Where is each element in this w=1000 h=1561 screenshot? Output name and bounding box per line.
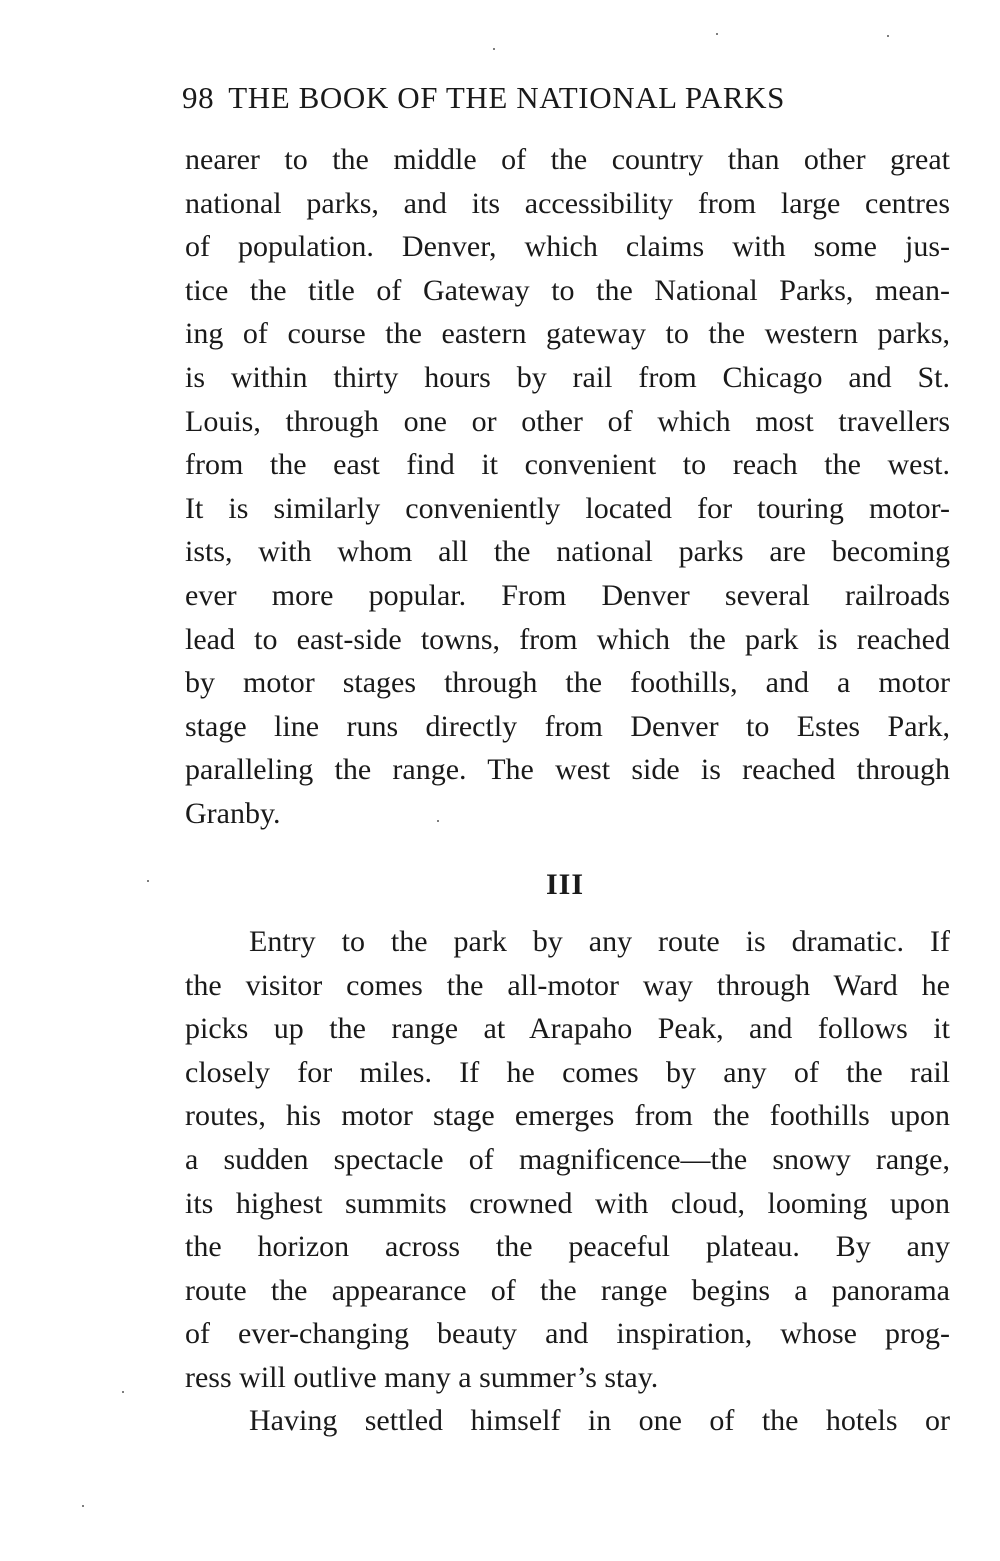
page-number: 98: [182, 80, 215, 115]
text-line: lead to east-side towns, from which the park is reached: [185, 622, 950, 656]
text-line: ress will outlive many a summer’s stay.: [185, 1360, 659, 1394]
text-line: nearer to the middle of the country than other great: [185, 143, 950, 176]
text-line: ever more popular. From Denver several railroads: [185, 578, 950, 612]
scan-speck: [493, 48, 495, 50]
scan-speck: [122, 1391, 124, 1393]
scan-speck: [437, 820, 439, 822]
text-line: the horizon across the peaceful plateau. By any: [185, 1230, 950, 1264]
text-line: route the appearance of the range begins a panorama: [185, 1273, 950, 1307]
text-line: its highest summits crowned with cloud, looming upon: [185, 1186, 950, 1220]
text-line: ing of course the eastern gateway to the western parks,: [185, 317, 950, 351]
text-line: the visitor comes the all-motor way through Ward he: [185, 968, 950, 1002]
scan-speck: [716, 33, 718, 35]
text-line: paralleling the range. The west side is reached through: [185, 753, 950, 787]
scan-speck: [147, 880, 149, 882]
running-title: THE BOOK OF THE NATIONAL PARKS: [228, 80, 786, 115]
text-line: Granby.: [185, 796, 281, 830]
text-line: of population. Denver, which claims with some jus-: [185, 230, 950, 264]
text-line: ists, with whom all the national parks are becoming: [185, 535, 950, 569]
text-line: routes, his motor stage emerges from the foothills upon: [185, 1099, 950, 1133]
paragraph-3: [185, 1399, 950, 1443]
text-line: Entry to the park by any route is dramatic. If: [249, 925, 950, 958]
scan-speck: [887, 35, 889, 37]
text-line: by motor stages through the foothills, and a motor: [185, 666, 950, 700]
text-line: closely for miles. If he comes by any of the rail: [185, 1055, 950, 1089]
scan-speck: [82, 1505, 84, 1507]
section-heading: III: [545, 868, 585, 901]
paragraph-1: [185, 138, 950, 836]
running-head: [182, 80, 952, 116]
paragraph-2: [185, 920, 950, 1400]
text-line: from the east find it convenient to reach the west.: [185, 448, 950, 482]
text-line: a sudden spectacle of magnificence—the snowy range,: [185, 1142, 950, 1176]
text-line: national parks, and its accessibility from large centres: [185, 186, 950, 220]
text-line: is within thirty hours by rail from Chicago and St.: [185, 360, 950, 394]
text-line: Having settled himself in one of the hotels or: [249, 1404, 950, 1437]
text-line: It is similarly conveniently located for touring motor-: [185, 491, 950, 525]
text-line: tice the title of Gateway to the National Parks, mean-: [185, 273, 950, 307]
text-line: of ever-changing beauty and inspiration, whose prog-: [185, 1317, 950, 1351]
text-line: Louis, through one or other of which most travellers: [185, 404, 950, 438]
text-line: stage line runs directly from Denver to Estes Park,: [185, 709, 950, 743]
text-line: picks up the range at Arapaho Peak, and follows it: [185, 1012, 950, 1046]
